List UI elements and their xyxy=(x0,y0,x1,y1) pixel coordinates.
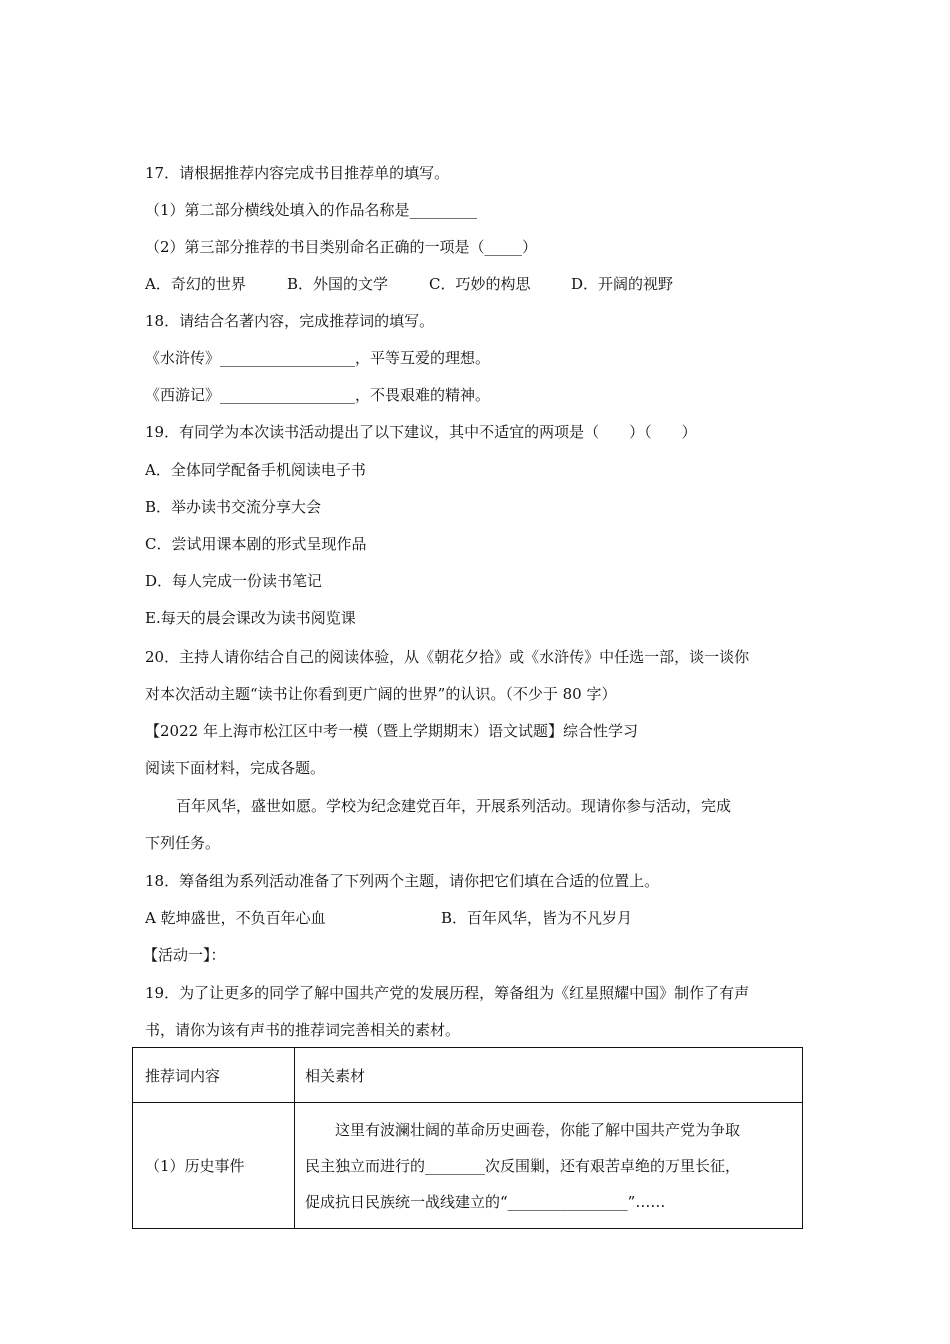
option-c: C．巧妙的构思 xyxy=(429,275,531,293)
question-19: 19．有同学为本次读书活动提出了以下建议，其中不适宜的两项是（ ）（ ） xyxy=(145,423,697,441)
question-18-blank-b: 《西游记》__________________，不畏艰难的精神。 xyxy=(145,386,491,404)
question-19-option-c: C．尝试用课本剧的形式呈现作品 xyxy=(145,535,367,553)
question-19-option-b: B．举办读书交流分享大会 xyxy=(145,498,322,516)
question-17-options xyxy=(145,274,673,294)
question-17-part-1: （1）第二部分横线处填入的作品名称是_________ xyxy=(145,201,478,219)
instruction: 阅读下面材料，完成各题。 xyxy=(145,759,326,777)
part-18-options xyxy=(145,908,632,928)
table-row xyxy=(133,1103,803,1229)
activity-1-heading: 【活动一】： xyxy=(143,946,226,964)
header-content: 推荐词内容 xyxy=(133,1048,295,1103)
question-17-part-2: （2）第三部分推荐的书目类别命名正确的一项是（_____） xyxy=(145,238,538,256)
part-19-line-1: 19．为了让更多的同学了解中国共产党的发展历程，筹备组为《红星照耀中国》制作了有声 xyxy=(145,984,750,1002)
theme-a: A 乾坤盛世，不负百年心血 xyxy=(145,909,326,927)
intro-line-1: 百年风华，盛世如愿。学校为纪念建党百年，开展系列活动。现请你参与活动，完成 xyxy=(176,797,732,815)
option-d: D．开阔的视野 xyxy=(571,275,674,293)
recommendation-table xyxy=(132,1047,803,1229)
material-line-2: 民主独立而进行的________次反围剿，还有艰苦卓绝的万里长征， xyxy=(305,1156,741,1175)
option-a: A．奇幻的世界 xyxy=(145,275,246,293)
question-20-line-2: 对本次活动主题“读书让你看到更广阔的世界”的认识。（不少于 80 字） xyxy=(145,685,617,703)
row-material xyxy=(295,1103,803,1229)
material-line-3: 促成抗日民族统一战线建立的“________________”…… xyxy=(305,1192,666,1211)
part-18: 18．筹备组为系列活动准备了下列两个主题，请你把它们填在合适的位置上。 xyxy=(145,872,660,890)
question-19-option-d: D．每人完成一份读书笔记 xyxy=(145,572,323,590)
option-b: B．外国的文学 xyxy=(287,275,389,293)
material-line-1: 这里有波澜壮阔的革命历史画卷，你能了解中国共产党为争取 xyxy=(305,1120,741,1139)
question-19-option-e: E.每天的晨会课改为读书阅览课 xyxy=(145,609,356,627)
theme-b: B．百年风华，皆为不凡岁月 xyxy=(441,909,633,927)
header-material: 相关素材 xyxy=(295,1048,803,1103)
table-header-row xyxy=(133,1048,803,1103)
question-18: 18．请结合名著内容，完成推荐词的填写。 xyxy=(145,312,435,330)
question-18-blank-a: 《水浒传》__________________，平等互爱的理想。 xyxy=(145,349,491,367)
intro-line-2: 下列任务。 xyxy=(145,834,221,852)
row-label: （1）历史事件 xyxy=(133,1103,295,1229)
question-19-option-a: A．全体同学配备手机阅读电子书 xyxy=(145,461,366,479)
part-19-line-2: 书，请你为该有声书的推荐词完善相关的素材。 xyxy=(145,1021,461,1039)
source-heading: 【2022 年上海市松江区中考一模（暨上学期期末）语文试题】综合性学习 xyxy=(145,722,638,740)
question-20-line-1: 20．主持人请你结合自己的阅读体验，从《朝花夕拾》或《水浒传》中任选一部，谈一谈你 xyxy=(145,648,750,666)
question-17: 17．请根据推荐内容完成书目推荐单的填写。 xyxy=(145,164,450,182)
